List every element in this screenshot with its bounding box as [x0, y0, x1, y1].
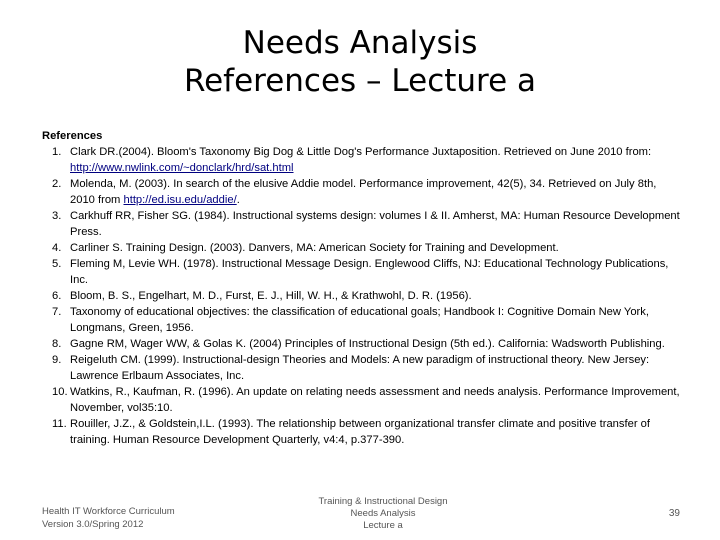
slide-title-line-1: Needs Analysis — [242, 25, 478, 61]
reference-item — [42, 416, 682, 448]
reference-list — [42, 144, 682, 448]
slide-title — [0, 24, 720, 100]
reference-number-label: 7. — [52, 306, 62, 318]
reference-number — [42, 352, 70, 384]
reference-item — [42, 304, 682, 336]
reference-text — [70, 256, 682, 288]
reference-number — [42, 304, 70, 336]
reference-number-label: 4. — [52, 242, 62, 254]
reference-link[interactable]: http://www.nwlink.com/~donclark/hrd/sat.html — [70, 162, 294, 174]
footer-curriculum — [42, 505, 242, 531]
reference-citation: Fleming M, Levie WH. (1978). Instructional Message Design. Englewood Cliffs, NJ: Educational Technology Publications, Inc. — [70, 258, 669, 286]
reference-number — [42, 384, 70, 416]
reference-item — [42, 288, 682, 304]
reference-citation: Rouiller, J.Z., & Goldstein,I.L. (1993). The relationship between organizational transfer climate and positive transfer of training. Human Resource Development Quarterly, v4:4, p.377-390. — [70, 418, 650, 446]
slide-title-line-2: References – Lecture a — [183, 63, 537, 99]
reference-text — [70, 304, 682, 336]
reference-citation: Taxonomy of educational objectives: the classification of educational goals; Handbook I: Cognitive Domain New York, Longmans, Green, 1956. — [70, 306, 649, 334]
reference-number-label: 6. — [52, 290, 62, 302]
reference-link[interactable]: http://ed.isu.edu/addie/ — [123, 194, 237, 206]
reference-number — [42, 240, 70, 256]
footer-lecture: Lecture a — [363, 520, 403, 531]
reference-number — [42, 208, 70, 240]
reference-citation: Bloom, B. S., Engelhart, M. D., Furst, E. J., Hill, W. H., & Krathwohl, D. R. (1956). — [70, 290, 472, 302]
references-heading: References — [42, 130, 103, 142]
footer-course-name: Training & Instructional Design — [318, 496, 448, 507]
reference-number-label: 5. — [52, 258, 62, 270]
reference-item — [42, 144, 682, 176]
reference-item — [42, 208, 682, 240]
reference-number — [42, 416, 70, 448]
reference-citation: Carliner S. Training Design. (2003). Danvers, MA: American Society for Training and Development. — [70, 242, 559, 254]
page-number: 39 — [668, 508, 680, 519]
reference-number-label: 11. — [52, 418, 67, 430]
reference-item — [42, 240, 682, 256]
reference-citation: Reigeluth CM. (1999). Instructional-design Theories and Models: A new paradigm of instructional theory. New Jersey: Lawrence Erlbaum Associates, Inc. — [70, 354, 650, 382]
reference-text — [70, 176, 682, 208]
reference-number — [42, 288, 70, 304]
references-section — [42, 128, 682, 448]
reference-number — [42, 144, 70, 176]
reference-item — [42, 256, 682, 288]
reference-item — [42, 176, 682, 208]
reference-text — [70, 288, 682, 304]
reference-number-label: 1. — [52, 146, 62, 158]
reference-item — [42, 352, 682, 384]
footer-version: Version 3.0/Spring 2012 — [42, 519, 144, 530]
reference-item — [42, 336, 682, 352]
reference-text — [70, 416, 682, 448]
reference-number-label: 8. — [52, 338, 62, 350]
reference-number — [42, 176, 70, 208]
reference-text — [70, 384, 682, 416]
footer-curriculum-name: Health IT Workforce Curriculum — [42, 506, 175, 517]
reference-citation-end: . — [236, 194, 240, 206]
reference-number — [42, 256, 70, 288]
reference-citation: Molenda, M. (2003). In search of the elusive Addie model. Performance improvement, 42(5), 34. Retrieved on July 8th, 2010 from — [70, 178, 657, 206]
reference-text — [70, 352, 682, 384]
reference-citation: Carkhuff RR, Fisher SG. (1984). Instructional systems design: volumes I & II. Amherst, MA: Human Resource Development Press. — [70, 210, 680, 238]
reference-number-label: 10. — [52, 386, 68, 398]
reference-text — [70, 144, 682, 176]
footer-course — [283, 496, 483, 532]
reference-citation: Gagne RM, Wager WW, & Golas K. (2004) Principles of Instructional Design (5th ed.). California: Wadsworth Publishing. — [70, 338, 665, 350]
footer-topic: Needs Analysis — [350, 508, 416, 519]
reference-number — [42, 336, 70, 352]
reference-number-label: 3. — [52, 210, 62, 222]
reference-citation: Watkins, R., Kaufman, R. (1996). An update on relating needs assessment and needs analysis. Performance Improvement, November, vol35:10. — [70, 386, 680, 414]
reference-text — [70, 208, 682, 240]
reference-text — [70, 336, 682, 352]
reference-citation: Clark DR.(2004). Bloom's Taxonomy Big Dog & Little Dog's Performance Juxtaposition. Retrieved on June 2010 from: — [70, 146, 652, 158]
reference-item — [42, 384, 682, 416]
reference-number-label: 2. — [52, 178, 62, 190]
reference-number-label: 9. — [52, 354, 62, 366]
reference-text — [70, 240, 682, 256]
